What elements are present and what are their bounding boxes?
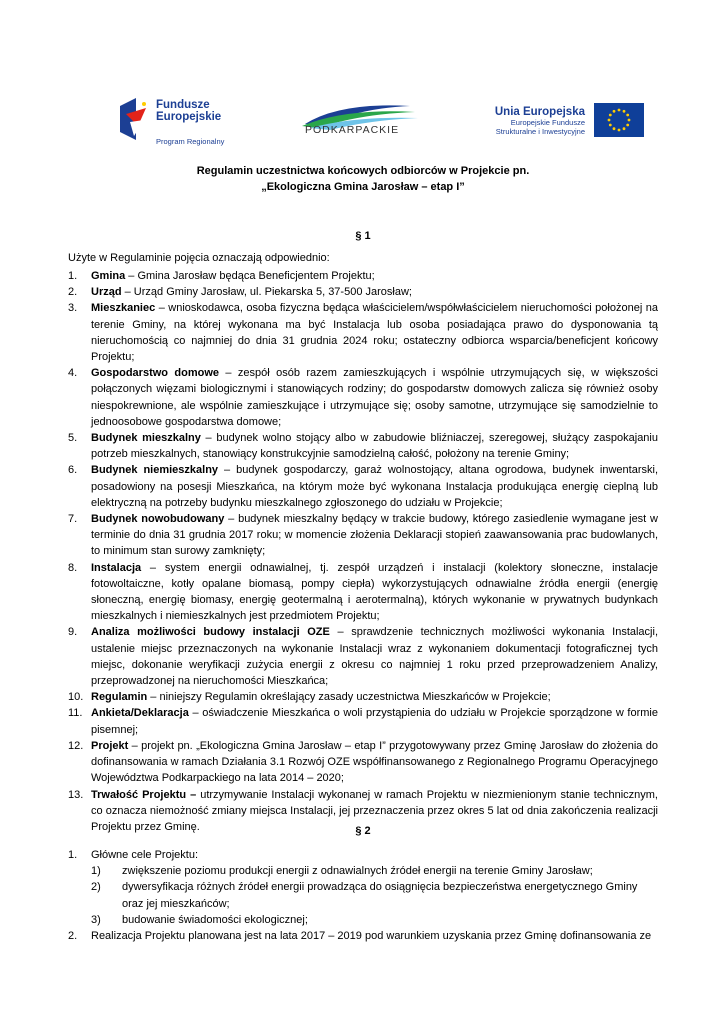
- definition-item: 7. Budynek nowobudowany – budynek mieszkalny będący w trakcie budowy, którego zasiedlenie wymagane jest w terminie do dnia 31 grudnia 2017 roku; w momencie złożenia Deklaracji stopień zaawansowania prac budowlanych, to minimum stan surowy zamknięty;: [68, 513, 658, 558]
- header-logos: [105, 88, 660, 150]
- definition-item: 11. Ankieta/Deklaracja – oświadczenie Mieszkańca o woli przystąpienia do udziału w Projekcie sporządzone w formie pisemnej;: [68, 707, 658, 736]
- definition-item: 6. Budynek niemieszkalny – budynek gospodarczy, garaż wolnostojący, altana ogrodowa, budynek inwentarski, posadowiony na posesji Mieszkańca, na którym może być wykonana Instalacja produkująca energię cieplną lub elektryczną na potrzeby budynku mieszkalnego zgłoszonego do udziału w Projekcie;: [68, 464, 659, 509]
- list-item: 1) zwiększenie poziomu produkcji energii z odnawialnych źródeł energii na terenie Gminy Jarosław;: [91, 865, 593, 878]
- podkarpackie-label: PODKARPACKIE: [305, 124, 400, 136]
- definition-item: 1. Gmina – Gmina Jarosław będąca Beneficjentem Projektu;: [68, 270, 375, 282]
- fundusze-title: Fundusze Europejskie: [156, 99, 222, 123]
- list-item: 2) dywersyfikacja różnych źródeł energii prowadząca do osiągnięcia bezpieczeństwa energetycznego Gminy oraz jej mieszkańców;: [91, 881, 638, 910]
- section-1-heading: § 1: [355, 230, 371, 242]
- list-item: 2. Realizacja Projektu planowana jest na lata 2017 – 2019 pod warunkiem uzyskania przez Gminę dofinansowania ze: [68, 930, 652, 943]
- definition-item: 10. Regulamin – niniejszy Regulamin określający zasady uczestnictwa Mieszkańców w Projekcie;: [68, 691, 551, 704]
- definition-item: 2. Urząd – Urząd Gminy Jarosław, ul. Piekarska 5, 37-500 Jarosław;: [68, 286, 412, 299]
- section-1-intro: Użyte w Regulaminie pojęcia oznaczają odpowiednio:: [68, 252, 330, 264]
- definition-item: 13. Trwałość Projektu – utrzymywanie Instalacji wykonanej w ramach Projektu w niezmienionym stanie technicznym, co oznacza niemożność zmiany miejsca Instalacji, jej przeznaczenia przez okres 5 lat od dnia zakończenia realizacji Projektu przez Gminę.: [68, 788, 658, 833]
- definition-item: 8. Instalacja – system energii odnawialnej, tj. zespół urządzeń i instalacji (kolektory słoneczne, instalacje fotowoltaiczne, kotły opalane biomasą, pompy ciepła) wykorzystujących odnawialne źródła energii (energię słoneczną, energię biomasy, energię geotermalną i aerotermalną), których wykonanie w prywatnych budynkach mieszkalnych i niemieszkalnych jest przedmiotem Projektu;: [68, 561, 658, 623]
- section-2-content: [68, 847, 658, 944]
- eu-flag-icon: [594, 103, 644, 142]
- fundusze-europejskie-emblem-icon: [120, 96, 150, 142]
- definition-item: 4. Gospodarstwo domowe – zespół osób razem zamieszkujących i wspólnie utrzymujących się, w większości połączonych więzami biologicznymi i stanowiących rodziny; do gospodarstw domowych zalicza się również osoby niespokrewnione, ale wspólnie zamieszkujące i utrzymujące się; osoby samotne, utrzymujące się samodzielnie to jednoosobowe gospodarstwa domowe;: [68, 367, 658, 428]
- section-2-heading: § 2: [355, 825, 371, 837]
- definition-item: 3. Mieszkaniec – wnioskodawca, osoba fizyczna będąca właścicielem/współwłaścicielem nieruchomości położonej na terenie Gminy, na której wykonana ma być Instalacja lub osoba posiadająca prawo do dysponowania tą nieruchomością co najmniej do dnia 31 grudnia 2024 roku; ostateczny odbiorca wsparcia/beneficjent końcowy Projektu;: [68, 302, 658, 364]
- definition-item: 12. Projekt – projekt pn. „Ekologiczna Gmina Jarosław – etap I” przygotowywany przez Gminę Jarosław do złożenia do dofinansowania w ramach Działania 3.1 Rozwój OZE współfinansowanego z Regionalnego Programu Operacyjnego Województwa Podkarpackiego na lata 2014 – 2020;: [68, 739, 658, 785]
- definition-item: 5. Budynek mieszkalny – budynek wolno stojący albo w zabudowie bliźniaczej, szeregowej, służący zaspokajaniu potrzeb mieszkalnych, stanowiący konstrukcyjnie samodzielną całość, położony na terenie Gminy;: [68, 432, 658, 461]
- definitions-list: [68, 268, 658, 835]
- program-regionalny-label: Program Regionalny: [156, 137, 225, 146]
- document-title: Regulamin uczestnictwa końcowych odbiorców w Projekcie pn. „Ekologiczna Gmina Jarosław – etap I”: [196, 165, 530, 193]
- list-item: 1. Główne cele Projektu:: [68, 849, 198, 861]
- definition-item: 9. Analiza możliwości budowy instalacji OZE – sprawdzenie technicznych możliwości wykonania Instalacji, ustalenie miejsc przeznaczonych na wykonanie Instalacji wraz z wykonaniem dokumentacji fotograficznej tych miejsc, dokonanie weryfikacji zużycia energii z okresu co najmniej 1 roku przed przeprowadzeniem Analizy, przeprowadzonej na nieruchomości Mieszkańca;: [68, 626, 658, 688]
- list-item: 3) budowanie świadomości ekologicznej;: [91, 913, 308, 926]
- unia-europejska-label: Unia Europejska Europejskie Fundusze Strukturalne i Inwestycyjne: [494, 106, 585, 136]
